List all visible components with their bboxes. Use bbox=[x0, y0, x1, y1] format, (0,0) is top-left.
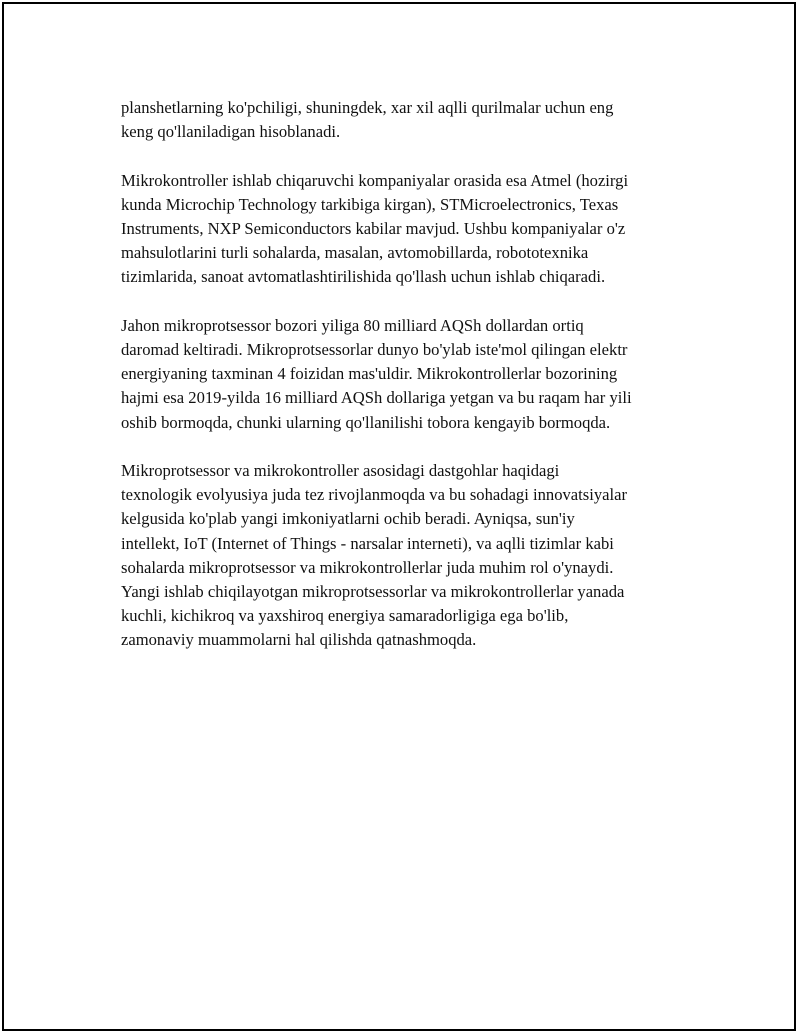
text-line: daromad keltiradi. Mikroprotsessorlar dunyo bo'ylab iste'mol qilingan elektr bbox=[121, 340, 628, 359]
text-line: oshib bormoqda, chunki ularning qo'llanilishi tobora kengayib bormoqda. bbox=[121, 412, 611, 432]
text-line: keng qo'llaniladigan hisoblanadi. bbox=[121, 122, 341, 142]
text-line: Mikroprotsessor va mikrokontroller asosidagi dastgohlar haqidagi bbox=[121, 461, 560, 480]
text-line: hajmi esa 2019-yilda 16 milliard AQSh dollariga yetgan va bu raqam har yili bbox=[121, 388, 632, 408]
text-line: texnologik evolyusiya juda tez rivojlanmoqda va bu sohadagi innovatsiyalar bbox=[121, 485, 627, 505]
text-line: Instruments, NXP Semiconductors kabilar mavjud. Ushbu kompaniyalar o'z bbox=[121, 219, 626, 238]
document-page bbox=[2, 2, 796, 1031]
paragraph-2 bbox=[121, 169, 701, 290]
document-body bbox=[121, 96, 701, 677]
text-line: mahsulotlarini turli sohalarda, masalan, avtomobillarda, robototexnika bbox=[121, 243, 589, 263]
paragraph-4 bbox=[121, 459, 701, 653]
text-line: energiyaning taxminan 4 foizidan mas'uldir. Mikrokontrollerlar bozorining bbox=[121, 364, 618, 384]
text-line: sohalarda mikroprotsessor va mikrokontrollerlar juda muhim rol o'ynaydi. bbox=[121, 557, 614, 577]
text-line: Jahon mikroprotsessor bozori yiliga 80 milliard AQSh dollardan ortiq bbox=[121, 315, 584, 335]
text-line: planshetlarning ko'pchiligi, shuningdek, xar xil aqlli qurilmalar uchun eng bbox=[121, 98, 614, 117]
text-line: kunda Microchip Technology tarkibiga kirgan), STMicroelectronics, Texas bbox=[121, 194, 619, 214]
text-line: Yangi ishlab chiqilayotgan mikroprotsessorlar va mikrokontrollerlar yanada bbox=[121, 582, 625, 602]
text-line: kelgusida ko'plab yangi imkoniyatlarni ochib beradi. Ayniqsa, sun'iy bbox=[121, 509, 575, 529]
paragraph-1 bbox=[121, 96, 701, 144]
paragraph-3 bbox=[121, 314, 701, 435]
text-line: zamonaviy muammolarni hal qilishda qatnashmoqda. bbox=[121, 630, 477, 650]
text-line: intellekt, IoT (Internet of Things - narsalar interneti), va aqlli tizimlar kabi bbox=[121, 533, 614, 553]
text-line: Mikrokontroller ishlab chiqaruvchi kompaniyalar orasida esa Atmel (hozirgi bbox=[121, 170, 629, 190]
text-line: tizimlarida, sanoat avtomatlashtirilishida qo'llash uchun ishlab chiqaradi. bbox=[121, 267, 606, 287]
text-line: kuchli, kichikroq va yaxshiroq energiya samaradorligiga ega bo'lib, bbox=[121, 606, 569, 626]
